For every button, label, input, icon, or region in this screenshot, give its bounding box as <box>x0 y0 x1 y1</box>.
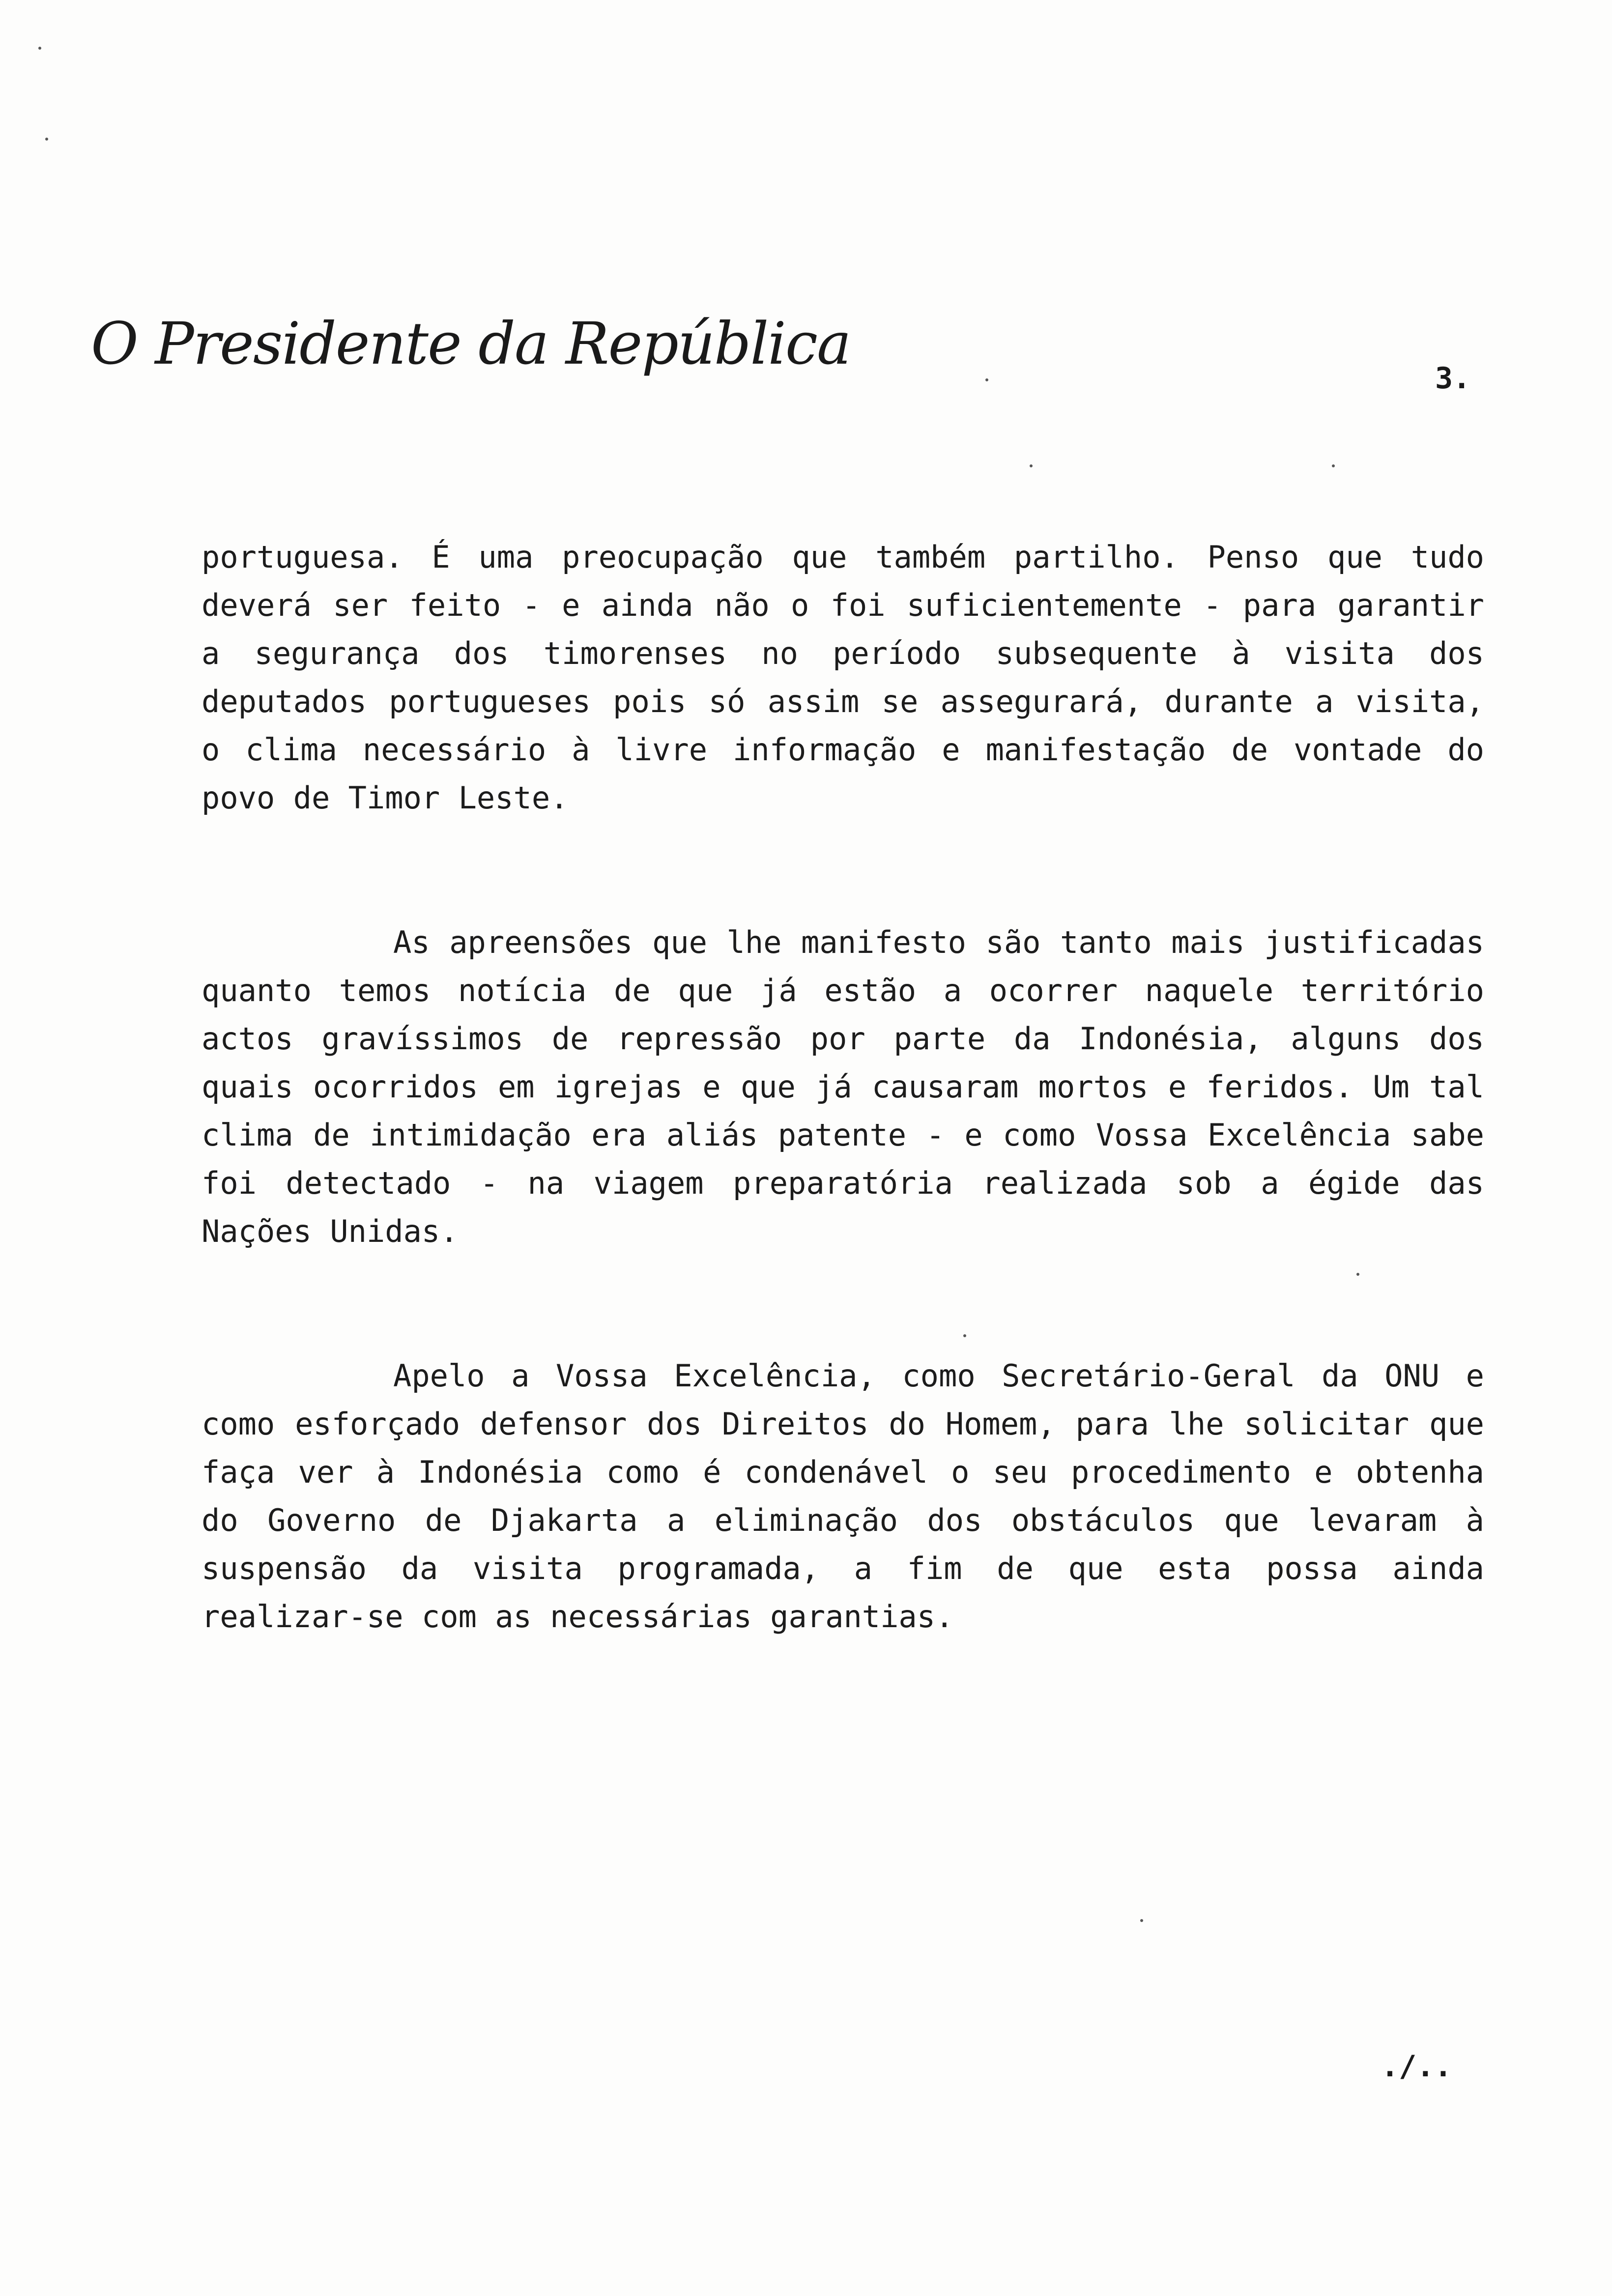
page-number: 3. <box>1435 361 1471 396</box>
paragraph-1: portuguesa. É uma preocupação que também partilho. Penso que tudo deverá ser feito - e ainda não o foi suficientemente - para garantir a segurança dos timorenses no período subsequente à visita dos deputados portugueses pois só assim se assegurará, durante a visita, o clima necessário à livre informação e manifestação de vontade do povo de Timor Leste. <box>202 539 1484 816</box>
scan-speck <box>45 138 48 141</box>
scan-speck <box>985 378 988 381</box>
scan-speck <box>38 47 41 50</box>
letter-body <box>202 533 1484 1737</box>
scan-speck <box>1140 1919 1143 1922</box>
scan-speck <box>1332 464 1335 467</box>
letterhead-title: O Presidente da República <box>91 310 851 377</box>
scan-speck <box>1030 464 1033 467</box>
paragraph-2: As apreensões que lhe manifesto são tanto mais justificadas quanto temos notícia de que já estão a ocorrer naquele território actos gravíssimos de repressão por parte da Indonésia, alguns dos quais ocorridos em igrejas e que já causaram mortos e feridos. Um tal clima de intimidação era aliás patente - e como Vossa Excelência sabe foi detectado - na viagem preparatória realizada sob a égide das Nações Unidas. <box>202 924 1484 1249</box>
continuation-mark: ./.. <box>1381 2049 1452 2084</box>
paragraph-3: Apelo a Vossa Excelência, como Secretário-Geral da ONU e como esforçado defensor dos Direitos do Homem, para lhe solicitar que faça ver à Indonésia como é condenável o seu procedimento e obtenha do Governo de Djakarta a eliminação dos obstáculos que levaram à suspensão da visita programada, a fim de que esta possa ainda realizar-se com as necessárias garantias. <box>202 1358 1484 1635</box>
